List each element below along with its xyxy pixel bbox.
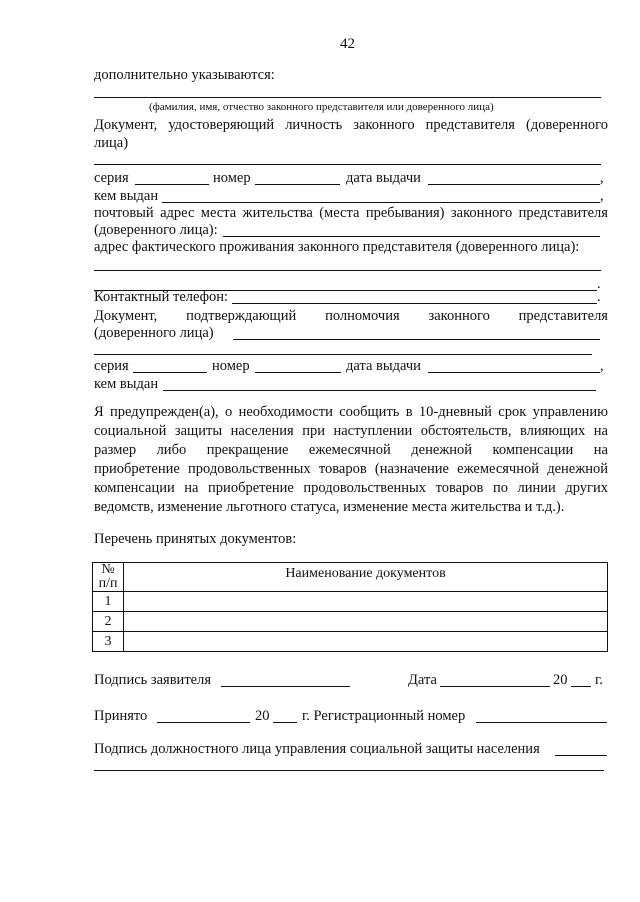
authority-issue-date-field[interactable] xyxy=(428,372,600,373)
rep-series-label: серия xyxy=(94,170,129,186)
docs-table xyxy=(92,562,608,652)
doc-name-cell[interactable] xyxy=(124,612,608,632)
year-field[interactable] xyxy=(571,686,591,687)
official-signature-field[interactable] xyxy=(555,755,607,756)
accepted-year-field[interactable] xyxy=(273,722,297,723)
accepted-year-prefix: 20 xyxy=(255,708,270,724)
contact-phone-field[interactable] xyxy=(232,303,597,304)
official-signature-line-2[interactable] xyxy=(94,770,604,771)
page-number: 42 xyxy=(340,36,355,52)
authority-number-field[interactable] xyxy=(255,372,341,373)
warning-paragraph: Я предупрежден(а), о необходимости сообщить в 10-дневный срок управлению социальной защиты населения при наступлении обстоятельств, влияющих на размер либо прекращение ежемесячной денежной компенсации на приобретение продовольственных товаров (назначение ежемесячной денежной компенсации на приобретение продовольственных товаров по линии других ведомств, изменение льготного статуса, изменение места жительства и т.д.). xyxy=(94,404,608,515)
rep-series-field[interactable] xyxy=(135,184,209,185)
actual-address-field-1[interactable] xyxy=(94,270,601,271)
rep-number-label: номер xyxy=(213,170,251,186)
docs-col-num-header: № п/п xyxy=(93,563,124,592)
docs-col-name-header: Наименование документов xyxy=(124,563,608,592)
applicant-signature-label: Подпись заявителя xyxy=(94,672,211,688)
accepted-label: Принято xyxy=(94,708,148,724)
comma: , xyxy=(600,358,604,374)
row-number: 1 xyxy=(93,592,124,612)
postal-address-label-end: (доверенного лица): xyxy=(94,222,218,238)
rep-doc-title-end: лица) xyxy=(94,135,129,151)
date-label: Дата xyxy=(408,672,437,688)
row-number: 2 xyxy=(93,612,124,632)
rep-name-line[interactable] xyxy=(94,97,601,98)
intro-text: дополнительно указываются: xyxy=(94,67,275,83)
authority-doc-field-1[interactable] xyxy=(233,339,600,340)
period: . xyxy=(597,276,601,292)
postal-address-label: почтовый адрес места жительства (места пребывания) законного представителя xyxy=(94,205,608,221)
table-row xyxy=(93,592,608,612)
rep-issue-date-field[interactable] xyxy=(428,184,600,185)
rep-name-caption: (фамилия, имя, отчество законного представителя или доверенного лица) xyxy=(149,101,494,113)
rep-issued-by-field[interactable] xyxy=(162,202,600,203)
doc-name-cell[interactable] xyxy=(124,632,608,652)
applicant-signature-field[interactable] xyxy=(221,686,350,687)
doc-name-cell[interactable] xyxy=(124,592,608,612)
row-number: 3 xyxy=(93,632,124,652)
authority-issue-date-label: дата выдачи xyxy=(346,358,421,374)
authority-series-label: серия xyxy=(94,358,129,374)
rep-number-field[interactable] xyxy=(255,184,340,185)
reg-number-label: г. Регистрационный номер xyxy=(302,708,466,724)
authority-doc-title: Документ, подтверждающий полномочия законного представителя xyxy=(94,308,608,324)
rep-issue-date-label: дата выдачи xyxy=(346,170,421,186)
reg-number-field[interactable] xyxy=(476,722,607,723)
authority-doc-field-2[interactable] xyxy=(94,354,592,355)
table-row xyxy=(93,612,608,632)
authority-doc-title-end: (доверенного лица) xyxy=(94,325,214,341)
official-signature-label: Подпись должностного лица управления социальной защиты населения xyxy=(94,741,540,757)
year-prefix: 20 xyxy=(553,672,568,688)
comma: , xyxy=(600,170,604,186)
authority-issued-by-label: кем выдан xyxy=(94,376,159,392)
rep-issued-by-label: кем выдан xyxy=(94,188,159,204)
postal-address-field[interactable] xyxy=(223,236,600,237)
comma: , xyxy=(600,188,604,204)
table-row xyxy=(93,632,608,652)
authority-series-field[interactable] xyxy=(133,372,207,373)
rep-doc-title: Документ, удостоверяющий личность законного представителя (доверенного xyxy=(94,117,608,133)
period: . xyxy=(597,289,601,305)
year-suffix: г. xyxy=(595,672,603,688)
authority-issued-by-field[interactable] xyxy=(163,390,596,391)
date-field[interactable] xyxy=(440,686,550,687)
authority-number-label: номер xyxy=(212,358,250,374)
actual-address-label: адрес фактического проживания законного представителя (доверенного лица): xyxy=(94,239,580,255)
accepted-date-field[interactable] xyxy=(157,722,250,723)
contact-phone-label: Контактный телефон: xyxy=(94,289,229,305)
docs-list-title: Перечень принятых документов: xyxy=(94,531,297,547)
rep-doc-line[interactable] xyxy=(94,164,601,165)
